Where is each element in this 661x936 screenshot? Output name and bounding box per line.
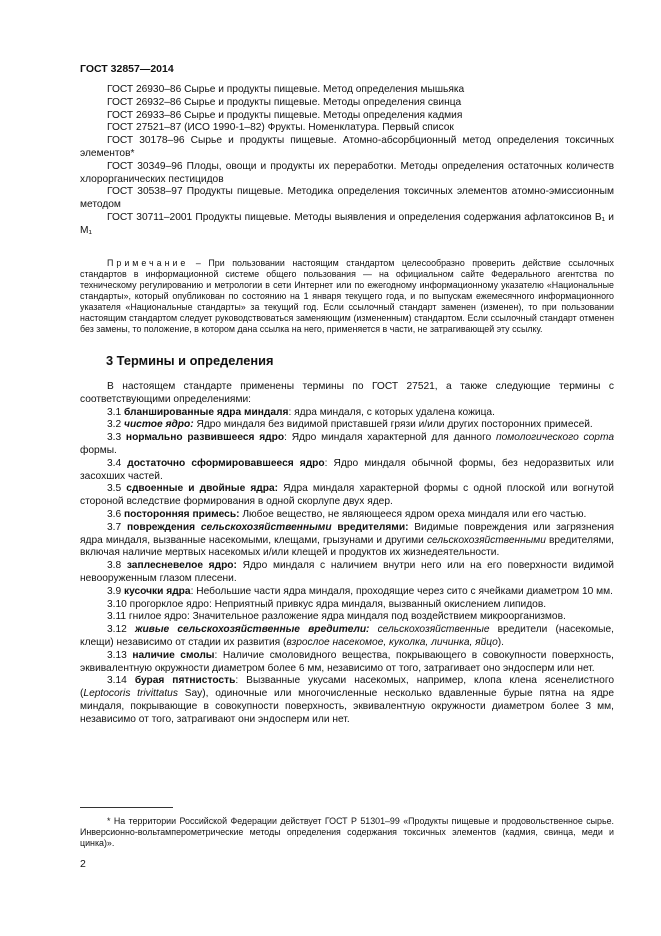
term-definition: Любое вещество, не являющееся ядром ореха миндаля или его частью. xyxy=(239,508,587,520)
term-3-9 xyxy=(80,586,614,599)
term-number: 3.1 xyxy=(107,406,124,418)
term-definition: : Наличие смоловидного вещества, покрывающего в совокупности поверхность, эквивалентную окружности диаметром более 6 мм, независимо от того, затрагивает оно эндосперм или нет. xyxy=(80,649,615,674)
section-intro: В настоящем стандарте применены термины по ГОСТ 27521, а также следующие термины с соответствующими определениями: xyxy=(80,381,614,405)
section-title: 3 Термины и определения xyxy=(106,353,274,368)
term-definition: : Ядро миндаля характерной для данного xyxy=(284,432,497,444)
reference-line: ГОСТ 30178–96 Сырье и продукты пищевые. Атомно-абсорбционный метод определения токсичных элементов* xyxy=(80,135,614,159)
term-definition-end: формы. xyxy=(80,444,117,456)
term-3-1 xyxy=(80,407,614,420)
term-definition-end: ). xyxy=(497,636,505,648)
term-italic: сельскохозяйственными xyxy=(426,534,546,546)
term-3-7 xyxy=(80,522,614,560)
term-italic: сельскохозяйственные xyxy=(377,624,490,636)
term-definition: вредители (насекомые, клещи) независимо от стадии их развития ( xyxy=(80,624,614,648)
term-3-4 xyxy=(80,458,614,484)
term-name: нормально развившееся ядро xyxy=(125,432,285,444)
term-name: заплесневелое ядро: xyxy=(126,560,237,572)
term-name: наличие смолы xyxy=(132,649,215,661)
term-number: 3.4 xyxy=(107,457,128,469)
term-name: живые сельскохозяйственные вредители: xyxy=(134,624,370,636)
term-definition-end: вредителями, включая наличие мертвых насекомых и/или клещей и продуктов их жизнедеятельности. xyxy=(80,534,614,559)
term-definition: : Небольшие части ядра миндаля, проходящие через сито с ячейками диаметром 10 мм. xyxy=(190,585,613,597)
term-name: чистое ядро: xyxy=(124,419,194,431)
term-name: прогорклое ядро xyxy=(129,598,209,610)
term-definition: : Неприятный привкус ядра миндаля, вызванный окислением липидов. xyxy=(208,598,547,610)
reference-line: ГОСТ 26932–86 Сырье и продукты пищевые. Методы определения свинца xyxy=(107,96,462,108)
term-number: 3.13 xyxy=(107,649,133,661)
term-definition: Ядро миндаля с наличием внутри него или на его поверхности видимой невооруженным глазом плесени. xyxy=(80,560,614,584)
note-paragraph xyxy=(80,258,614,335)
term-number: 3.2 xyxy=(107,419,124,431)
term-number: 3.12 xyxy=(107,624,135,636)
terms-section xyxy=(80,381,614,727)
term-italic: помологического сорта xyxy=(496,432,615,444)
term-number: 3.3 xyxy=(107,432,126,444)
term-3-10 xyxy=(80,599,614,612)
term-definition-end: Say), одиночные или многочисленные несколько вдавленные бурые пятна на ядре миндаля, покрывающие в совокупности поверхность, эквивалентную окружности диаметром более 3 мм, независимо от того, затрагивают они эндосперм или нет. xyxy=(80,688,615,725)
term-3-13 xyxy=(80,650,614,676)
term-definition: : Значительное разложение ядра миндаля под воздействием микроорганизмов. xyxy=(186,611,566,623)
term-3-5 xyxy=(80,483,614,509)
term-name: гнилое ядро xyxy=(128,611,187,623)
term-number: 3.8 xyxy=(107,560,127,572)
term-name: бурая пятнистость xyxy=(134,675,236,687)
reference-line: ГОСТ 26930–86 Сырье и продукты пищевые. Метод определения мышьяка xyxy=(107,84,465,95)
term-definition: Видимые повреждения или загрязнения ядра миндаля, вызванные насекомыми, клещами, грызунами и другими xyxy=(80,521,614,546)
term-italic-2: взрослое насекомое, куколка, личинка, яйцо xyxy=(286,636,498,648)
term-name-italic: сельскохозяйственными xyxy=(200,521,332,533)
term-3-6 xyxy=(80,509,614,522)
term-number: 3.9 xyxy=(107,585,124,597)
term-number: 3.10 xyxy=(107,598,130,610)
term-name: достаточно сформировавшееся ядро xyxy=(127,457,325,469)
term-3-3 xyxy=(80,432,614,458)
page-number: 2 xyxy=(80,858,86,870)
reference-line: ГОСТ 27521–87 (ИСО 1990-1–82) Фрукты. Номенклатура. Первый список xyxy=(107,122,454,134)
footnote-divider xyxy=(80,807,173,808)
term-3-14 xyxy=(80,675,614,726)
term-number: 3.11 xyxy=(107,611,129,623)
term-definition: Ядра миндаля характерной формы с одной плоской или вогнутой стороной вследствие формирования в одной скорлупе двух ядер. xyxy=(80,483,614,508)
reference-line: ГОСТ 30711–2001 Продукты пищевые. Методы выявления и определения содержания афлатоксинов В₁ и М₁ xyxy=(80,211,614,236)
term-definition: : Вызванные укусами насекомых, например, клопа клена ясенелистного ( xyxy=(80,675,614,700)
term-3-8 xyxy=(80,560,614,586)
reference-line: ГОСТ 30538–97 Продукты пищевые. Методика определения токсичных элементов атомно-эмиссионным методом xyxy=(80,186,614,211)
term-definition: : Ядро миндаля обычной формы, без недоразвитых или засохших частей. xyxy=(80,457,614,482)
term-name: бланшированные ядра миндаля xyxy=(124,406,289,418)
note-text: – При пользовании настоящим стандартом целесообразно проверить действие ссылочных стандартов в информационной системе общего пользования — на официальном сайте Федерального агентства по техническому регулированию и метрологии в сети Интернет или по ежегодному информационному указателю «Национальные стандарты», который опубликован по состоянию на 1 января текущего года, и по выпускам ежемесячного информационного указателя «Национальные стандарты» за текущий год. Если ссылочный стандарт заменен (изменен), то при пользовании настоящим стандартом следует руководствоваться заменяющим (измененным) стандартом. Если ссылочный стандарт отменен без замены, то положение, в котором дана ссылка на него, применяется в части, не затрагивающей эту ссылку. xyxy=(80,257,614,334)
term-name: посторонняя примесь: xyxy=(124,508,240,520)
term-name: повреждения xyxy=(126,521,201,533)
term-definition: : ядра миндаля, с которых удалена кожица. xyxy=(288,406,495,418)
term-number: 3.5 xyxy=(107,483,127,495)
normative-references xyxy=(80,84,614,238)
note-block xyxy=(80,249,614,344)
term-3-2 xyxy=(80,419,614,432)
term-italic: Leptocoris trivittatus xyxy=(83,688,178,700)
term-3-12 xyxy=(80,624,614,650)
note-label: Примечание xyxy=(107,257,189,268)
term-definition: Ядро миндаля без видимой приставшей грязи и/или других посторонних примесей. xyxy=(193,419,593,431)
term-number: 3.14 xyxy=(107,675,135,687)
reference-line: ГОСТ 30349–96 Плоды, овощи и продукты их переработки. Методы определения остаточных количеств хлорорганических пестицидов xyxy=(80,160,614,185)
term-name: кусочки ядра xyxy=(124,585,191,597)
reference-line: ГОСТ 26933–86 Сырье и продукты пищевые. Методы определения кадмия xyxy=(107,109,463,121)
document-header: ГОСТ 32857—2014 xyxy=(80,63,174,75)
term-3-11 xyxy=(80,611,614,624)
term-number: 3.6 xyxy=(107,508,124,520)
footnote: * На территории Российской Федерации действует ГОСТ Р 51301–99 «Продукты пищевые и продовольственное сырье. Инверсионно-вольтамперометрические методы определения содержания токсичных элементов (кадмия, свинца, меди и цинка)». xyxy=(80,816,614,848)
term-name-end: вредителями: xyxy=(331,521,409,533)
term-number: 3.7 xyxy=(107,521,127,533)
term-name: сдвоенные и двойные ядра: xyxy=(126,483,279,495)
